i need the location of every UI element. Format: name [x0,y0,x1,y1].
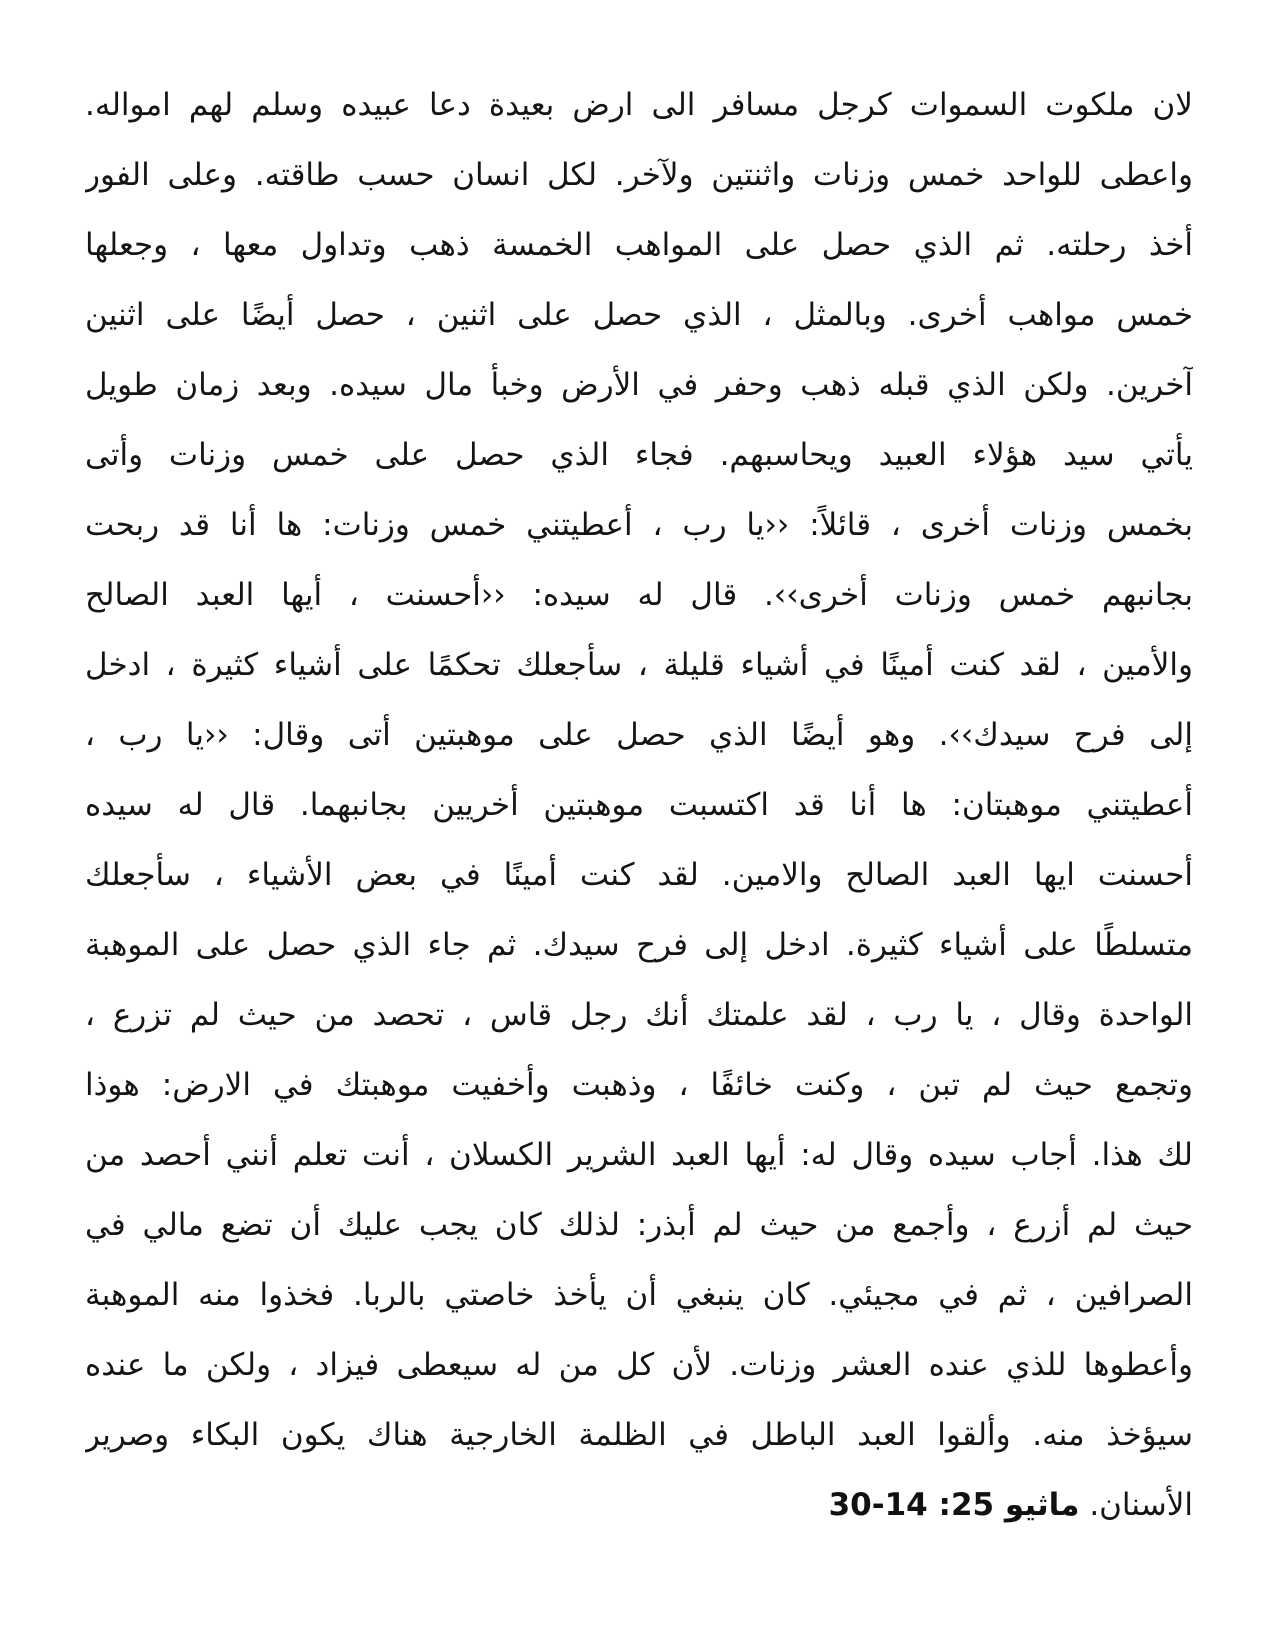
passage-line: بجانبهم خمس وزنات أخرى››. قال له سيده: ‹‹أحسنت ، أيها العبد الصالح [85,577,1193,613]
passage-line: الواحدة وقال ، يا رب ، لقد علمتك أنك رجل قاس ، تحصد من حيث لم تزرع ، [85,997,1193,1033]
passage-line: والأمين ، لقد كنت أمينًا في أشياء قليلة ، سأجعلك تحكمًا على أشياء كثيرة ، ادخل [85,647,1193,683]
passage-line: الصرافين ، ثم في مجيئي. كان ينبغي أن يأخذ خاصتي بالربا. فخذوا منه الموهبة [85,1277,1193,1313]
passage-line: أخذ رحلته. ثم الذي حصل على المواهب الخمسة ذهب وتداول معها ، وجعلها [85,227,1193,263]
scripture-passage [85,70,1193,1540]
passage-line: وتجمع حيث لم تبن ، وكنت خائفًا ، وذهبت وأخفيت موهبتك في الارض: هوذا [85,1067,1193,1103]
passage-line: لك هذا. أجاب سيده وقال له: أيها العبد الشرير الكسلان ، أنت تعلم أنني أحصد من [85,1137,1193,1173]
passage-final-line [85,1470,1193,1540]
passage-line: أحسنت ايها العبد الصالح والامين. لقد كنت أمينًا في بعض الأشياء ، سأجعلك [85,857,1193,893]
passage-line: لان ملكوت السموات كرجل مسافر الى ارض بعيدة دعا عبيده وسلم لهم امواله. [85,87,1193,123]
passage-line: إلى فرح سيدك››. وهو أيضًا الذي حصل على موهبتين أتى وقال: ‹‹يا رب ، [85,717,1193,753]
passage-line: بخمس وزنات أخرى ، قائلاً: ‹‹يا رب ، أعطيتني خمس وزنات: ها أنا قد ربحت [85,507,1193,543]
passage-line: يأتي سيد هؤلاء العبيد ويحاسبهم. فجاء الذي حصل على خمس وزنات وأتى [85,437,1193,473]
passage-line: سيؤخذ منه. وألقوا العبد الباطل في الظلمة الخارجية هناك يكون البكاء وصرير [85,1417,1193,1453]
passage-line: واعطى للواحد خمس وزنات واثنتين ولآخر. لكل انسان حسب طاقته. وعلى الفور [85,157,1193,193]
passage-closing-text: الأسنان. [1089,1487,1193,1523]
scripture-reference: ماثيو 25: 14-30 [828,1487,1080,1523]
passage-line: متسلطًا على أشياء كثيرة. ادخل إلى فرح سيدك. ثم جاء الذي حصل على الموهبة [85,927,1193,963]
passage-line: خمس مواهب أخرى. وبالمثل ، الذي حصل على اثنين ، حصل أيضًا على اثنين [85,297,1193,333]
passage-line: وأعطوها للذي عنده العشر وزنات. لأن كل من له سيعطى فيزاد ، ولكن ما عنده [85,1347,1193,1383]
passage-line: حيث لم أزرع ، وأجمع من حيث لم أبذر: لذلك كان يجب عليك أن تضع مالي في [85,1207,1193,1243]
passage-line: أعطيتني موهبتان: ها أنا قد اكتسبت موهبتين أخريين بجانبهما. قال له سيده [85,787,1193,823]
passage-line: آخرين. ولكن الذي قبله ذهب وحفر في الأرض وخبأ مال سيده. وبعد زمان طويل [85,367,1193,403]
